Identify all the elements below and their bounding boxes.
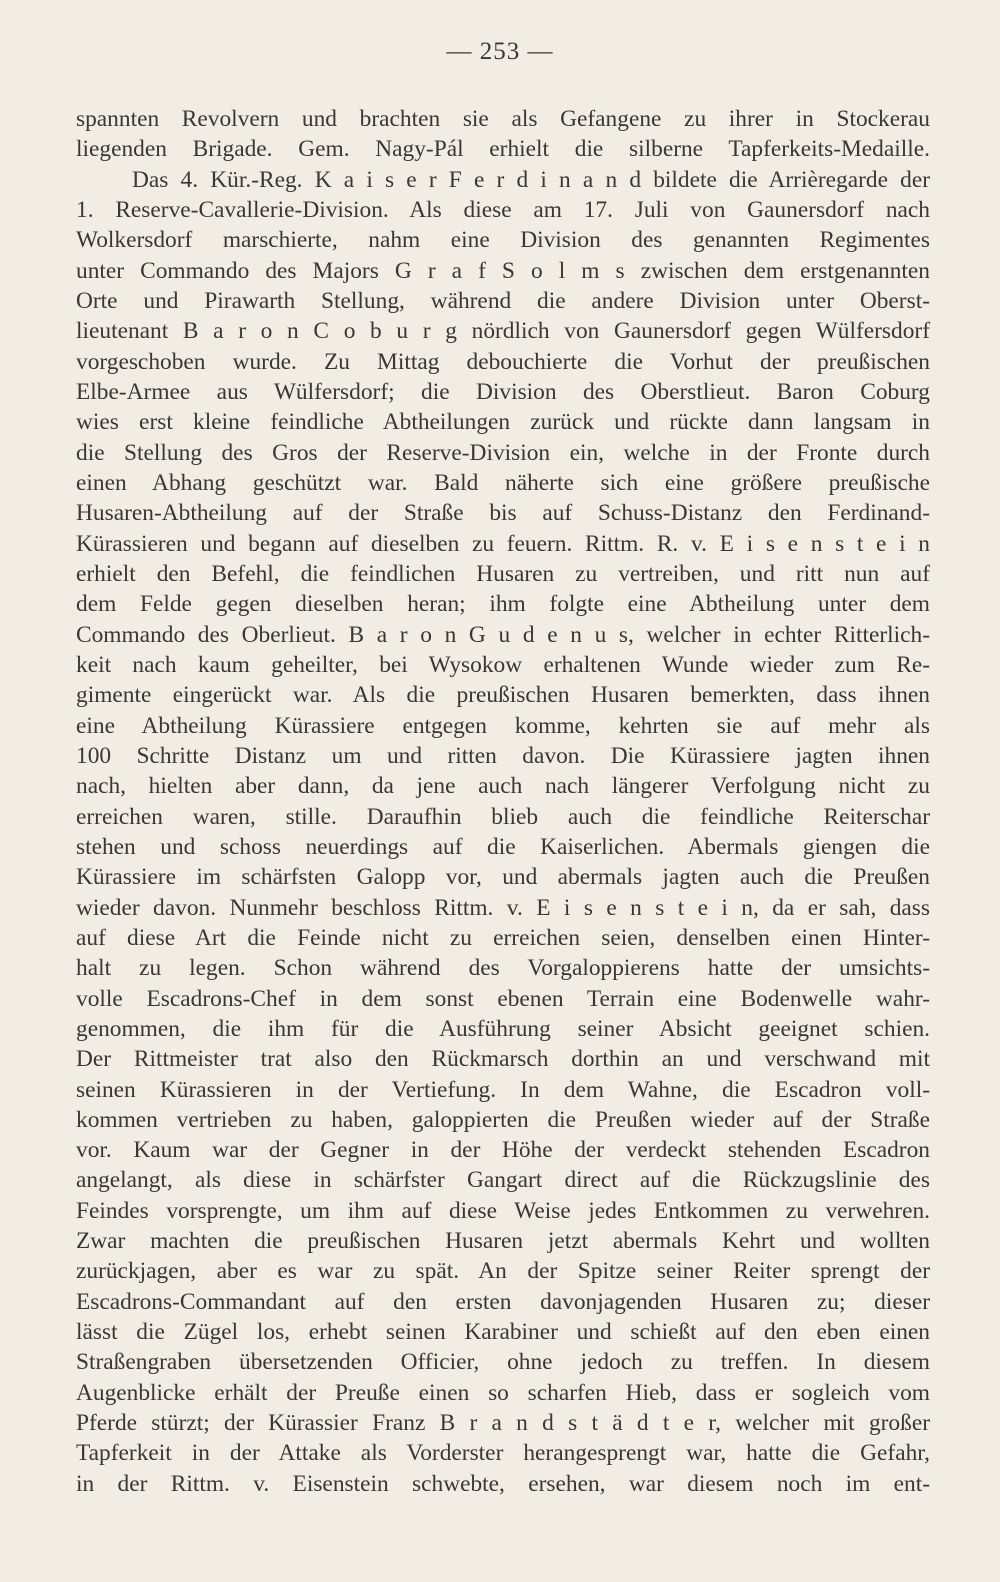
text-line: Pferde stürzt; der Kürassier Franz B r a n d s t ä d t e r, welcher mit großer (76, 1410, 930, 1437)
text-line: spannten Revolvern und brachten sie als Gefangene zu ihrer in Stockerau (76, 106, 930, 132)
text-line: Commando des Oberlieut. B a r o n G u d e n u s, welcher in echter Ritterlich- (76, 621, 930, 648)
text-line: wieder davon. Nunmehr beschloss Rittm. v. E i s e n s t e i n, da er sah, dass (76, 894, 930, 921)
text-line: unter Commando des Majors G r a f S o l m s zwischen dem erstgenannten (76, 257, 930, 284)
text-line: stehen und schoss neuerdings auf die Kaiserlichen. Abermals giengen die (76, 833, 930, 860)
text-line: Orte und Pirawarth Stellung, während die andere Division unter Oberst- (76, 287, 930, 314)
text-line: eine Abtheilung Kürassiere entgegen komme, kehrten sie auf mehr als (76, 712, 930, 739)
text-line: gimente eingerückt war. Als die preußischen Husaren bemerkten, dass ihnen (76, 682, 930, 709)
text-line: Kürassiere im schärfsten Galopp vor, und abermals jagten auch die Preußen (76, 864, 930, 891)
text-line: angelangt, als diese in schärfster Gangart direct auf die Rückzugslinie des (76, 1167, 930, 1194)
text-line: Das 4. Kür.-Reg. K a i s e r F e r d i n a n d bildete die Arrièregarde der (132, 166, 930, 193)
text-line: Elbe-Armee aus Wülfersdorf; die Division des Oberstlieut. Baron Coburg (76, 378, 930, 405)
text-line: keit nach kaum geheilter, bei Wysokow erhaltenen Wunde wieder zum Re- (76, 651, 930, 678)
text-line: lässt die Zügel los, erhebt seinen Karabiner und schießt auf den eben einen (76, 1319, 930, 1346)
text-line: die Stellung des Gros der Reserve-Division ein, welche in der Fronte durch (76, 439, 930, 466)
text-line: genommen, die ihm für die Ausführung seiner Absicht geeignet schien. (76, 1015, 930, 1042)
page-number: — 253 — (446, 38, 554, 65)
text-line: erreichen waren, stille. Daraufhin blieb auch die feindliche Reiterschar (76, 803, 930, 830)
body-text (76, 104, 930, 1499)
text-line: Feindes vorsprengte, um ihm auf diese Weise jedes Entkommen zu verwehren. (76, 1197, 930, 1224)
text-line: Husaren-Abtheilung auf der Straße bis auf Schuss-Distanz den Ferdinand- (76, 500, 930, 527)
text-line: Escadrons-Commandant auf den ersten davonjagenden Husaren zu; dieser (76, 1288, 930, 1315)
text-line: in der Rittm. v. Eisenstein schwebte, ersehen, war diesem noch im ent- (76, 1470, 930, 1497)
text-line: Augenblicke erhält der Preuße einen so scharfen Hieb, dass er sogleich vom (76, 1379, 930, 1406)
text-line: dem Felde gegen dieselben heran; ihm folgte eine Abtheilung unter dem (76, 591, 930, 618)
text-line: vorgeschoben wurde. Zu Mittag debouchierte die Vorhut der preußischen (76, 348, 930, 375)
text-line: erhielt den Befehl, die feindlichen Husaren zu vertreiben, und ritt nun auf (76, 560, 930, 587)
text-line: einen Abhang geschützt war. Bald näherte sich eine größere preußische (76, 469, 930, 496)
text-line: vor. Kaum war der Gegner in der Höhe der verdeckt stehenden Escadron (76, 1137, 930, 1164)
text-line: volle Escadrons-Chef in dem sonst ebenen Terrain eine Bodenwelle wahr- (76, 985, 930, 1012)
text-line: Wolkersdorf marschierte, nahm eine Division des genannten Regimentes (76, 227, 930, 254)
text-line: Kürassieren und begann auf dieselben zu feuern. Rittm. R. v. E i s e n s t e i n (76, 530, 930, 557)
text-line: kommen vertrieben zu haben, galoppierten die Preußen wieder auf der Straße (76, 1106, 930, 1133)
text-line: seinen Kürassieren in der Vertiefung. In dem Wahne, die Escadron voll- (76, 1076, 930, 1103)
text-line: wies erst kleine feindliche Abtheilungen zurück und rückte dann langsam in (76, 409, 930, 436)
text-line: halt zu legen. Schon während des Vorgaloppierens hatte der umsichts- (76, 955, 930, 982)
text-line: zurückjagen, aber es war zu spät. An der Spitze seiner Reiter sprengt der (76, 1258, 930, 1285)
text-line: nach, hielten aber dann, da jene auch nach längerer Verfolgung nicht zu (76, 773, 930, 800)
text-line: lieutenant B a r o n C o b u r g nördlich von Gaunersdorf gegen Wülfersdorf (76, 318, 930, 345)
text-line: 1. Reserve-Cavallerie-Division. Als diese am 17. Juli von Gaunersdorf nach (76, 196, 930, 223)
text-line: Der Rittmeister trat also den Rückmarsch dorthin an und verschwand mit (76, 1046, 930, 1073)
text-line: Tapferkeit in der Attake als Vorderster herangesprengt war, hatte die Gefahr, (76, 1440, 930, 1467)
text-line: auf diese Art die Feinde nicht zu erreichen seien, denselben einen Hinter- (76, 924, 930, 951)
text-line: liegenden Brigade. Gem. Nagy-Pál erhielt die silberne Tapferkeits-Medaille. (76, 136, 930, 163)
text-line: Zwar machten die preußischen Husaren jetzt abermals Kehrt und wollten (76, 1228, 930, 1255)
text-line: 100 Schritte Distanz um und ritten davon. Die Kürassiere jagten ihnen (76, 742, 930, 769)
text-line: Straßengraben übersetzenden Officier, ohne jedoch zu treffen. In diesem (76, 1349, 930, 1376)
